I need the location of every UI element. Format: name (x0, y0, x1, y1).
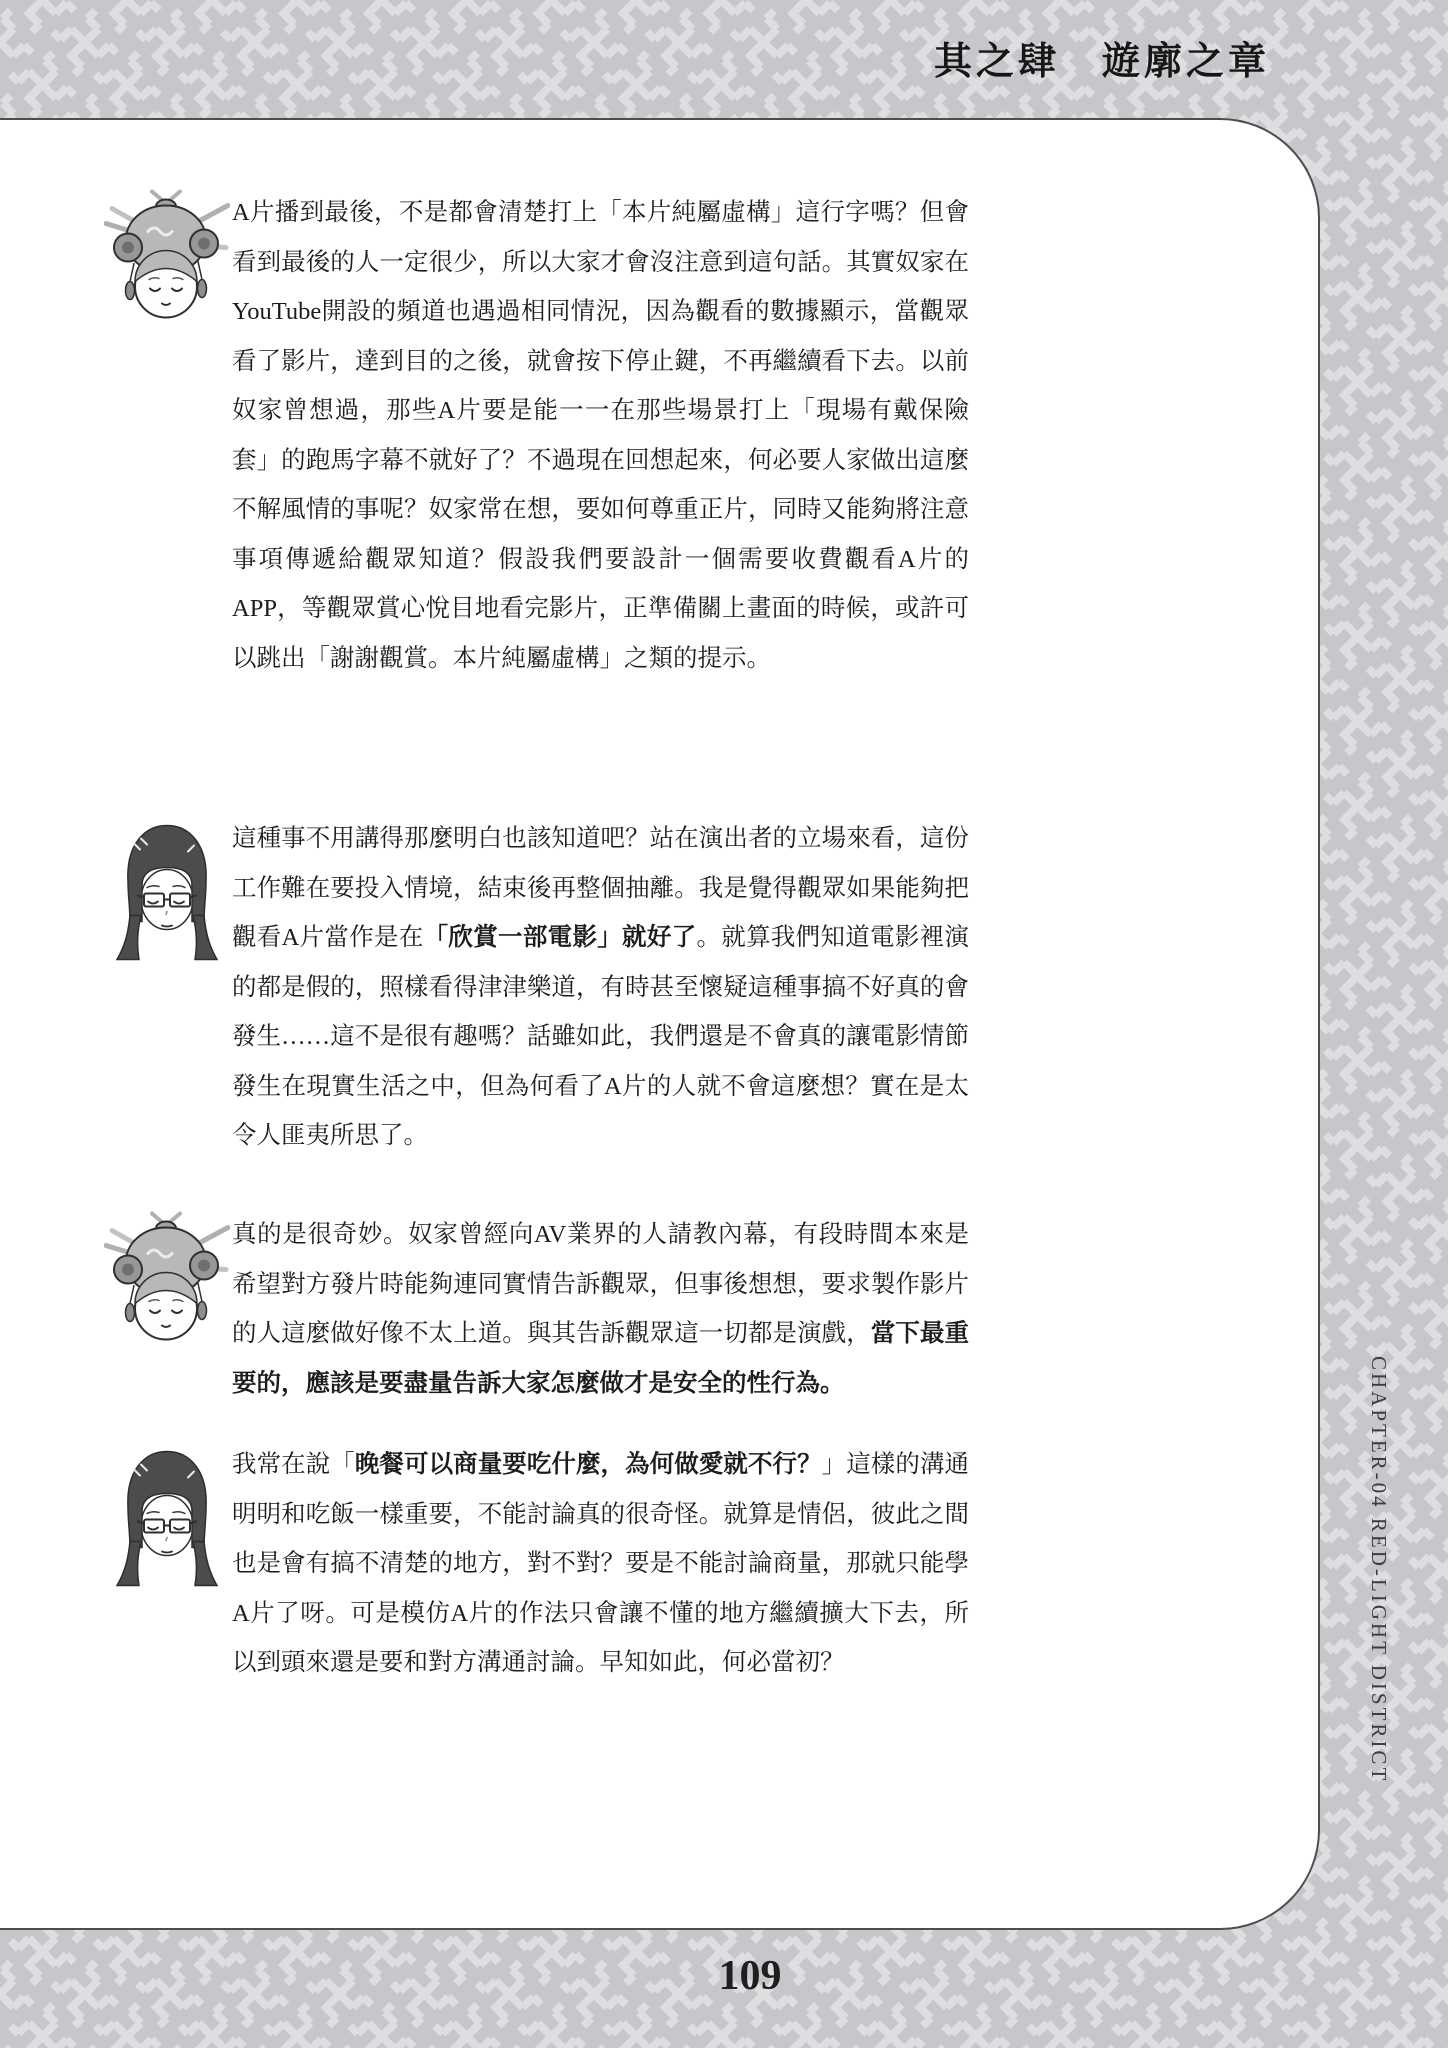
dialogue-section (104, 1210, 1320, 1408)
glasses-avatar (104, 814, 230, 962)
chapter-title: 其之肆 遊廓之章 (933, 41, 1270, 83)
dialogue-section (104, 814, 1320, 1161)
speech-text: 真的是很奇妙。奴家曾經向AV業界的人請教內幕，有段時間本來是希望對方發片時能夠連同實情告訴觀眾，但事後想想，要求製作影片的人這麼做好像不太上道。與其告訴觀眾這一切都是演戲，當下最重要的，應該是要盡量告訴大家怎麼做才是安全的性行為。 (232, 1221, 970, 1397)
speech-text: A片播到最後，不是都會清楚打上「本片純屬虛構」這行字嗎？但會看到最後的人一定很少，所以大家才會沒注意到這句話。其實奴家在YouTube開設的頻道也遇過相同情況，因為觀看的數據顯示，當觀眾看了影片，達到目的之後，就會按下停止鍵，不再繼續看下去。以前奴家曾想過，那些A片要是能一一在那些場景打上「現場有戴保險套」的跑馬字幕不就好了？不過現在回想起來，何必要人家做出這麼不解風情的事呢？奴家常在想，要如何尊重正片，同時又能夠將注意事項傳遞給觀眾知道？假設我們要設計一個需要收費觀看A片的APP，等觀眾賞心悅目地看完影片，正準備關上畫面的時候，或許可以跳出「謝謝觀賞。本片純屬虛構」之類的提示。 (232, 199, 969, 672)
page-number: 109 (718, 1953, 782, 1999)
oiran-avatar (104, 1210, 230, 1358)
glasses-avatar (104, 1440, 230, 1588)
speech-text: 我常在說「晚餐可以商量要吃什麼，為何做愛就不行？」這樣的溝通明明和吃飯一樣重要，不能討論真的很奇怪。就算是情侶，彼此之間也是會有搞不清楚的地方，對不對？要是不能討論商量，那就只能學A片了呀。可是模仿A片的作法只會讓不懂的地方繼續擴大下去，所以到頭來還是要和對方溝通討論。早知如此，何必當初？ (232, 1451, 970, 1676)
dialogue-section (104, 1440, 1320, 1688)
oiran-avatar (104, 188, 230, 336)
chapter-side-label: CHAPTER-04 RED-LIGHT DISTRICT (1367, 1356, 1391, 1784)
speech-text: 這種事不用講得那麼明白也該知道吧？站在演出者的立場來看，這份工作難在要投入情境，結束後再整個抽離。我是覺得觀眾如果能夠把觀看A片當作是在「欣賞一部電影」就好了。就算我們知道電影裡演的都是假的，照樣看得津津樂道，有時甚至懷疑這種事搞不好真的會發生……這不是很有趣嗎？話雖如此，我們還是不會真的讓電影情節發生在現實生活之中，但為何看了A片的人就不會這麼想？實在是太令人匪夷所思了。 (232, 825, 970, 1149)
dialogue-section (104, 188, 1320, 683)
